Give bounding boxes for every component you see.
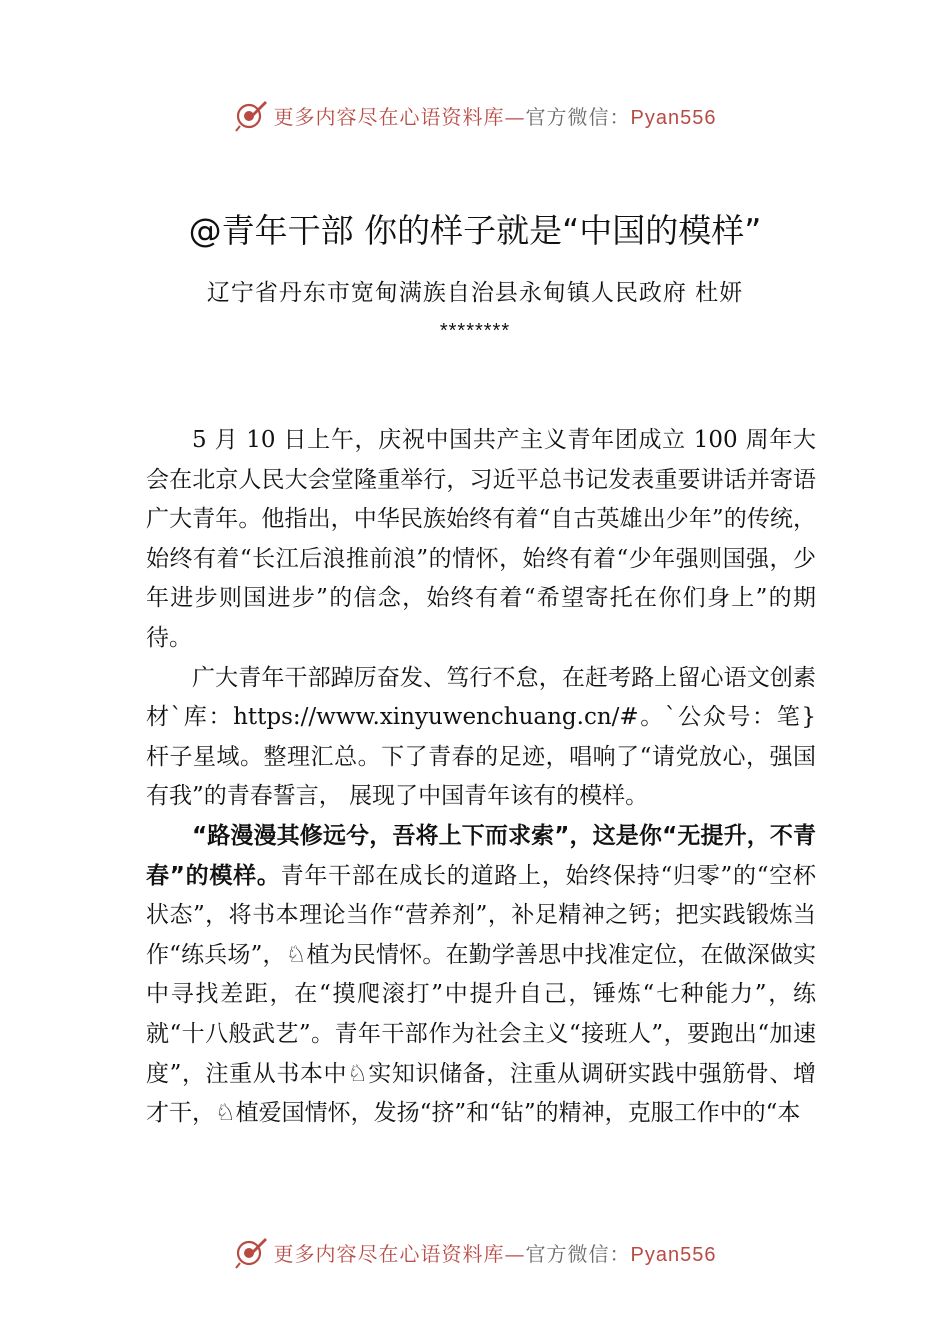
- banner-dash: —: [504, 104, 526, 129]
- banner-wechat-label: 官方微信：: [525, 104, 631, 129]
- article-author: 辽宁省丹东市宽甸满族自治县永甸镇人民政府 杜妍: [206, 280, 744, 306]
- banner-wechat-label: 官方微信：: [525, 1241, 631, 1266]
- banner-text: [274, 101, 717, 130]
- separator: ********: [439, 320, 511, 342]
- banner-text: [274, 1238, 717, 1267]
- paragraph-3-rest: 青年干部在成长的道路上，始终保持“归零”的“空杯状态”，将书本理论当作“营养剂”，补足精神之钙；把实践锻炼当作“练兵场”，♘植为民情怀。在勤学善思中找准定位，在做深做实中寻找差距，在“摸爬滚打”中提升自己，锤炼“七种能力”，练就“十八般武艺”。青年干部作为社会主义“接班人”，要跑出“加速度”，注重从书本中♘实知识储备，注重从调研实践中强筋骨、增才干，♘植爱国情怀，发扬“挤”和“钻”的精神，克服工作中的“本: [146, 862, 816, 1127]
- paragraph-1: 5 月 10 日上午，庆祝中国共产主义青年团成立 100 周年大会在北京人民大会堂隆重举行，习近平总书记发表重要讲话并寄语广大青年。他指出，中华民族始终有着“自古英雄出少年”的传统，始终有着“长江后浪推前浪”的情怀，始终有着“少年强则国强，少年进步则国进步”的信念，始终有着“希望寄托在你们身上”的期待。: [146, 427, 816, 651]
- quill-logo-icon: [234, 1235, 268, 1269]
- paragraph-3: [146, 817, 816, 1134]
- header-banner: [0, 95, 950, 135]
- quill-logo-icon: [234, 98, 268, 132]
- banner-brand: 更多内容尽在心语资料库: [273, 104, 505, 129]
- banner-dash: —: [504, 1241, 526, 1266]
- paragraph-3-lead: “路漫漫其修远兮，吾将上下而求索”，这是你“无提升，不青春”的模样。: [146, 822, 816, 889]
- banner-wechat-id: Pyan556: [630, 106, 717, 129]
- footer-banner: [0, 1232, 950, 1272]
- banner-brand: 更多内容尽在心语资料库: [273, 1241, 505, 1266]
- paragraph-2: 广大青年干部踔厉奋发、笃行不怠，在赶考路上留心语文创素材`库：https://www.xinyuwenchuang.cn/#。`公众号：笔}杆子星域。整理汇总。下了青春的足迹，唱响了“请党放心，强国有我”的青春誓言， 展现了中国青年该有的模样。: [146, 664, 816, 810]
- banner-wechat-id: Pyan556: [630, 1243, 717, 1266]
- article-body: [146, 421, 816, 1134]
- article-title: @青年干部 你的样子就是“中国的模样”: [188, 211, 762, 250]
